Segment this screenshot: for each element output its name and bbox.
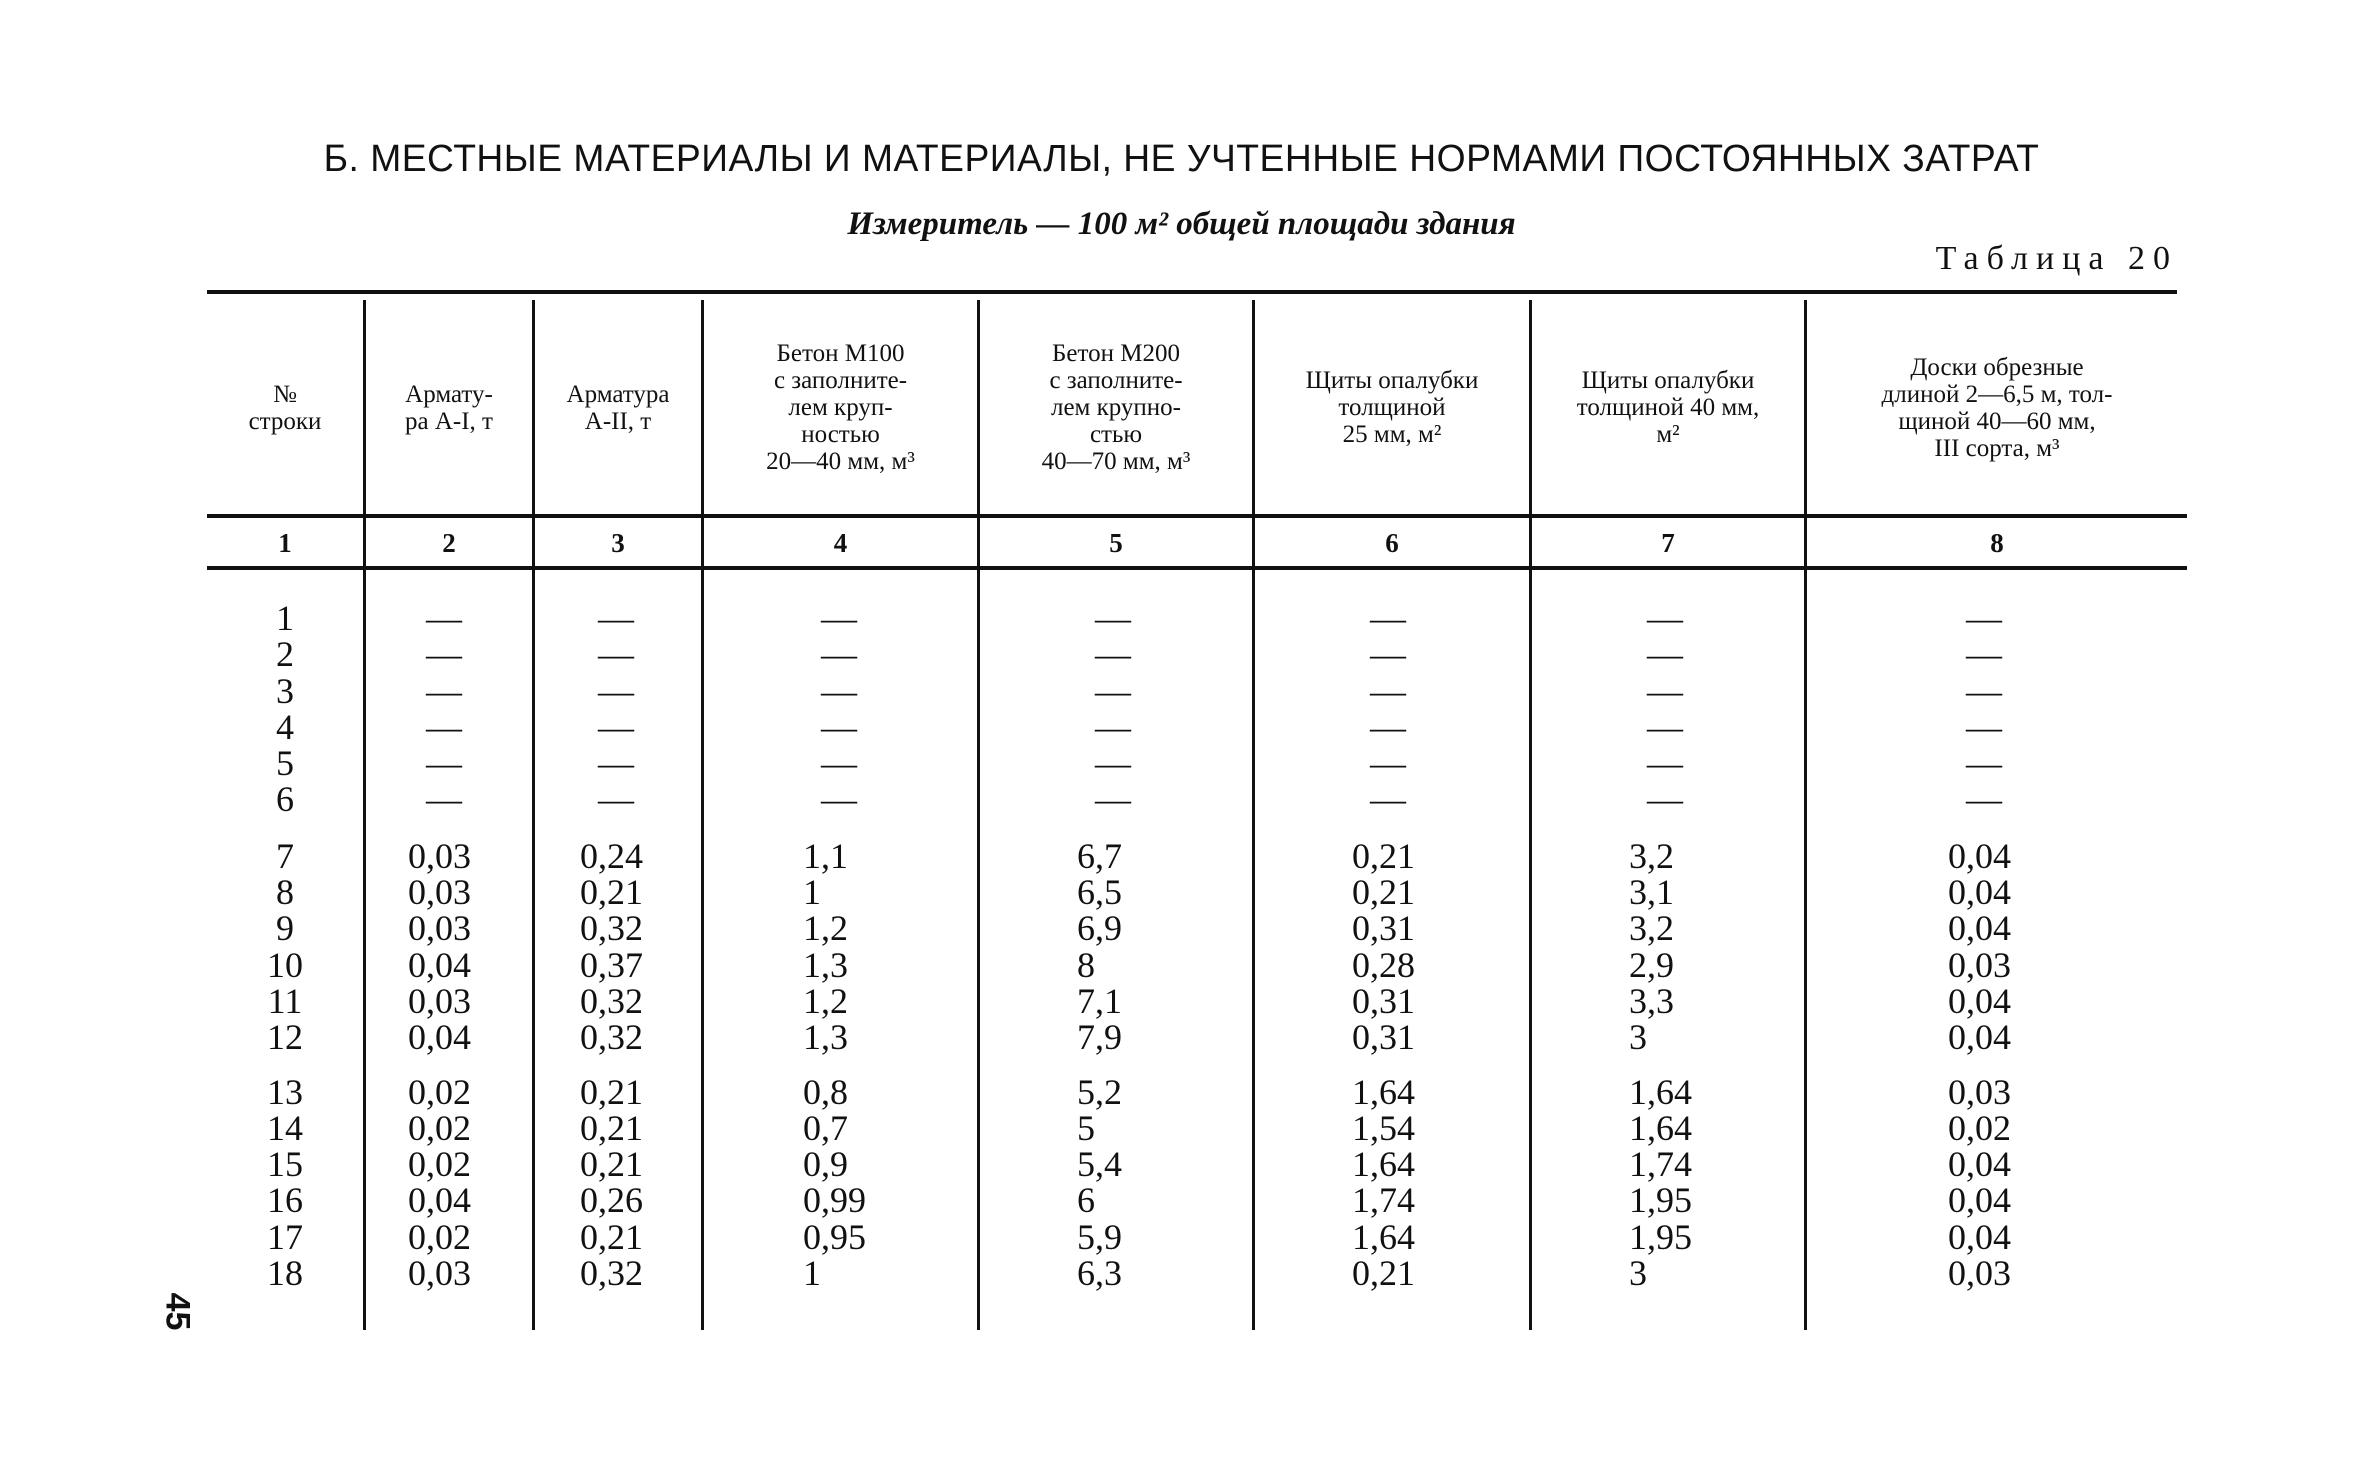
- row-group-gap: [803, 818, 977, 838]
- table-cell: 1,64: [1629, 1107, 1692, 1148]
- table-cell: 1,3: [803, 944, 848, 985]
- table-cell: 1,2: [803, 980, 848, 1021]
- header-formwork-25: Щиты опалубки толщиной 25 мм, м²: [1305, 367, 1479, 448]
- table-cell: —: [1095, 598, 1131, 638]
- table-cell: 3,2: [1629, 908, 1674, 949]
- table-cell: 0,04: [408, 1017, 471, 1058]
- section-heading: Б. МЕСТНЫЕ МАТЕРИАЛЫ И МАТЕРИАЛЫ, НЕ УЧТЕННЫЕ НОРМАМИ ПОСТОЯННЫХ ЗАТРАТ: [323, 138, 2040, 180]
- table-cell: —: [598, 598, 634, 638]
- table-cell: 8: [1077, 944, 1095, 985]
- table-cell: —: [598, 634, 634, 675]
- row-group-gap: [1629, 818, 1804, 838]
- table-cell: 16: [267, 1180, 303, 1221]
- table-label: Таблица 20: [1935, 240, 2178, 277]
- table-cell: 0,03: [408, 872, 471, 913]
- table-cell: 0,32: [580, 1017, 643, 1058]
- table-cell: 0,03: [1948, 1253, 2011, 1294]
- table-cell: 6,5: [1077, 872, 1122, 913]
- table-cell: —: [598, 779, 634, 820]
- table-cell: 0,31: [1352, 1017, 1415, 1058]
- table-cell: —: [598, 743, 634, 784]
- table-cell: 0,21: [580, 1144, 643, 1185]
- row-group-gap: [1077, 818, 1252, 838]
- table-cell: 0,03: [1948, 1071, 2011, 1112]
- table-cell: 0,03: [408, 1253, 471, 1294]
- table-cell: 0,8: [803, 1071, 848, 1112]
- table-cell: 5: [276, 743, 294, 784]
- table-cell: 1: [803, 1253, 821, 1294]
- table-cell: 13: [267, 1071, 303, 1112]
- table-cell: 0,04: [1948, 980, 2011, 1021]
- table-cell: 10: [267, 944, 303, 985]
- table-cell: 0,21: [580, 1107, 643, 1148]
- table-cell: 2,9: [1629, 944, 1674, 985]
- table-cell: —: [821, 634, 857, 675]
- table-cell: 0,04: [1948, 1216, 2011, 1257]
- table-cell: 3: [1629, 1017, 1647, 1058]
- table-cell: 0,02: [408, 1107, 471, 1148]
- table-cell: —: [1647, 598, 1683, 638]
- table-cell: 0,03: [408, 980, 471, 1021]
- table-cell: 1,74: [1629, 1144, 1692, 1185]
- table-cell: 0,28: [1352, 944, 1415, 985]
- table-cell: 0,21: [580, 1071, 643, 1112]
- table-cell: —: [821, 743, 857, 784]
- table-cell: —: [426, 598, 462, 638]
- header-formwork-40: Щиты опалубки толщиной 40 мм, м²: [1576, 367, 1760, 448]
- table-cell: 1,54: [1352, 1107, 1415, 1148]
- table-cell: 1,64: [1629, 1071, 1692, 1112]
- formwork-40-column: [1629, 598, 1804, 1294]
- column-number: 7: [1661, 527, 1675, 558]
- row-group-gap: [580, 1056, 701, 1074]
- table-cell: 0,37: [580, 944, 643, 985]
- table-cell: —: [821, 779, 857, 820]
- table-cell: 1: [276, 598, 294, 638]
- table-cell: 11: [267, 980, 303, 1021]
- table-cell: 0,21: [1352, 872, 1415, 913]
- row-group-gap: [207, 1056, 363, 1074]
- table-cell: 6,9: [1077, 908, 1122, 949]
- table-cell: 0,31: [1352, 908, 1415, 949]
- table-cell: 0,31: [1352, 980, 1415, 1021]
- table-cell: 1,74: [1352, 1180, 1415, 1221]
- row-group-gap: [408, 818, 532, 838]
- table-cell: 5,4: [1077, 1144, 1122, 1185]
- table-cell: —: [1370, 670, 1406, 711]
- table-cell: 0,03: [408, 835, 471, 876]
- table-cell: —: [1370, 706, 1406, 747]
- rebar-a1-column: [408, 598, 532, 1294]
- table-cell: 0,32: [580, 1253, 643, 1294]
- table-cell: 0,21: [580, 872, 643, 913]
- table-cell: 12: [267, 1017, 303, 1058]
- table-cell: 1,64: [1352, 1071, 1415, 1112]
- table-cell: 0,03: [408, 908, 471, 949]
- table-cell: 0,32: [580, 980, 643, 1021]
- formwork-25-column: [1352, 598, 1529, 1294]
- table-cell: —: [426, 670, 462, 711]
- column-number: 8: [1990, 527, 2004, 558]
- row-group-gap: [580, 818, 701, 838]
- table-cell: 0,24: [580, 835, 643, 876]
- header-concrete-m100: Бетон М100 с заполните- лем круп- ностью 20—40 мм, м³: [766, 340, 915, 475]
- table-cell: 0,04: [408, 944, 471, 985]
- table-cell: —: [1966, 706, 2002, 747]
- boards-column: [1948, 598, 2187, 1294]
- row-group-gap: [408, 1056, 532, 1074]
- table-cell: —: [1370, 743, 1406, 784]
- table-cell: —: [1966, 670, 2002, 711]
- table-cell: 3: [1629, 1253, 1647, 1294]
- table-cell: 0,04: [1948, 1144, 2011, 1185]
- table-cell: 7,1: [1077, 980, 1122, 1021]
- table-cell: —: [1966, 779, 2002, 820]
- table-cell: —: [598, 670, 634, 711]
- table-cell: 3,1: [1629, 872, 1674, 913]
- table-cell: 3,2: [1629, 835, 1674, 876]
- table-cell: 0,04: [1948, 872, 2011, 913]
- table-cell: —: [598, 706, 634, 747]
- table-cell: 0,04: [1948, 1180, 2011, 1221]
- table-cell: 0,9: [803, 1144, 848, 1185]
- table-cell: —: [1095, 634, 1131, 675]
- header-boards: Доски обрезные длиной 2—6,5 м, тол- щиной 40—60 мм, III сорта, м³: [1881, 353, 2113, 462]
- table-cell: 0,04: [408, 1180, 471, 1221]
- column-number: 6: [1385, 527, 1399, 558]
- header-concrete-m200: Бетон М200 с заполните- лем крупно- стью 40—70 мм, м³: [1041, 340, 1191, 475]
- column-number: 5: [1109, 527, 1123, 558]
- table-cell: 2: [276, 634, 294, 675]
- table-cell: 5,9: [1077, 1216, 1122, 1257]
- table-cell: 0,7: [803, 1107, 848, 1148]
- table-cell: —: [1370, 598, 1406, 638]
- table-cell: 5: [1077, 1107, 1095, 1148]
- table-cell: 7: [276, 835, 294, 876]
- table-cell: 15: [267, 1144, 303, 1185]
- column-number: 2: [442, 527, 456, 558]
- table-cell: 14: [267, 1107, 303, 1148]
- table-cell: —: [426, 706, 462, 747]
- table-cell: —: [1966, 743, 2002, 784]
- table-cell: —: [1095, 706, 1131, 747]
- table-cell: 1: [803, 872, 821, 913]
- column-number: 3: [611, 527, 625, 558]
- table-cell: —: [1370, 779, 1406, 820]
- table-cell: 9: [276, 908, 294, 949]
- table-cell: 0,04: [1948, 908, 2011, 949]
- table-cell: —: [1647, 743, 1683, 784]
- table-cell: 0,99: [803, 1180, 866, 1221]
- table-cell: —: [821, 706, 857, 747]
- table-cell: 0,04: [1948, 835, 2011, 876]
- header-row-number: № строки: [248, 380, 322, 435]
- row-group-gap: [1948, 1056, 2187, 1074]
- table-cell: 0,02: [408, 1216, 471, 1257]
- table-cell: 1,3: [803, 1017, 848, 1058]
- table-cell: 7,9: [1077, 1017, 1122, 1058]
- table-cell: 0,21: [580, 1216, 643, 1257]
- table-cell: —: [1647, 706, 1683, 747]
- table-cell: 1,64: [1352, 1216, 1415, 1257]
- table-cell: 4: [276, 706, 294, 747]
- table-cell: —: [1370, 634, 1406, 675]
- table-cell: 0,32: [580, 908, 643, 949]
- rebar-a2-column: [580, 598, 701, 1294]
- table-cell: 0,02: [408, 1071, 471, 1112]
- table-cell: 17: [267, 1216, 303, 1257]
- table-cell: 0,04: [1948, 1017, 2011, 1058]
- numbers-bottom-rule: [207, 566, 2187, 570]
- table-cell: 0,02: [408, 1144, 471, 1185]
- table-cell: —: [1966, 598, 2002, 638]
- table-cell: 1,1: [803, 835, 848, 876]
- table-cell: 5,2: [1077, 1071, 1122, 1112]
- table-cell: —: [1966, 634, 2002, 675]
- table-cell: 1,2: [803, 908, 848, 949]
- column-number: 1: [278, 527, 292, 558]
- table-cell: 6,3: [1077, 1253, 1122, 1294]
- table-cell: 8: [276, 872, 294, 913]
- table-cell: —: [426, 779, 462, 820]
- row-group-gap: [1352, 1056, 1529, 1074]
- table-cell: 0,21: [1352, 835, 1415, 876]
- table-cell: —: [821, 598, 857, 638]
- table-cell: 6: [1077, 1180, 1095, 1221]
- row-group-gap: [207, 818, 363, 838]
- table-cell: —: [1647, 779, 1683, 820]
- row-number-column: [207, 598, 363, 1294]
- table-cell: 3: [276, 670, 294, 711]
- table-cell: —: [1095, 743, 1131, 784]
- row-group-gap: [1352, 818, 1529, 838]
- concrete-m100-column: [803, 598, 977, 1294]
- table-cell: 6: [276, 779, 294, 820]
- table-cell: —: [1647, 634, 1683, 675]
- table-cell: —: [426, 743, 462, 784]
- concrete-m200-column: [1077, 598, 1252, 1294]
- table-cell: —: [1095, 779, 1131, 820]
- table-cell: 0,03: [1948, 944, 2011, 985]
- table-cell: 1,95: [1629, 1180, 1692, 1221]
- table-cell: 3,3: [1629, 980, 1674, 1021]
- table-cell: 1,64: [1352, 1144, 1415, 1185]
- table-cell: 6,7: [1077, 835, 1122, 876]
- table-cell: —: [1647, 670, 1683, 711]
- table-cell: —: [821, 670, 857, 711]
- page-number: 45: [158, 1292, 197, 1331]
- table-cell: 0,21: [1352, 1253, 1415, 1294]
- row-group-gap: [1629, 1056, 1804, 1074]
- table-cell: 18: [267, 1253, 303, 1294]
- column-number: 4: [833, 527, 848, 558]
- header-rebar-a2: Арматура А-II, т: [566, 380, 670, 435]
- table-cell: 0,02: [1948, 1107, 2011, 1148]
- table-cell: 1,95: [1629, 1216, 1692, 1257]
- measure-unit: Измеритель — 100 м² общей площади здания: [847, 206, 1516, 242]
- row-group-gap: [1077, 1056, 1252, 1074]
- table-cell: —: [426, 634, 462, 675]
- table-cell: 0,26: [580, 1180, 643, 1221]
- row-group-gap: [803, 1056, 977, 1074]
- row-group-gap: [1948, 818, 2187, 838]
- table-cell: —: [1095, 670, 1131, 711]
- table-top-rule: [207, 290, 2177, 294]
- header-rebar-a1: Армату- ра А-I, т: [405, 380, 493, 435]
- table-cell: 0,95: [803, 1216, 866, 1257]
